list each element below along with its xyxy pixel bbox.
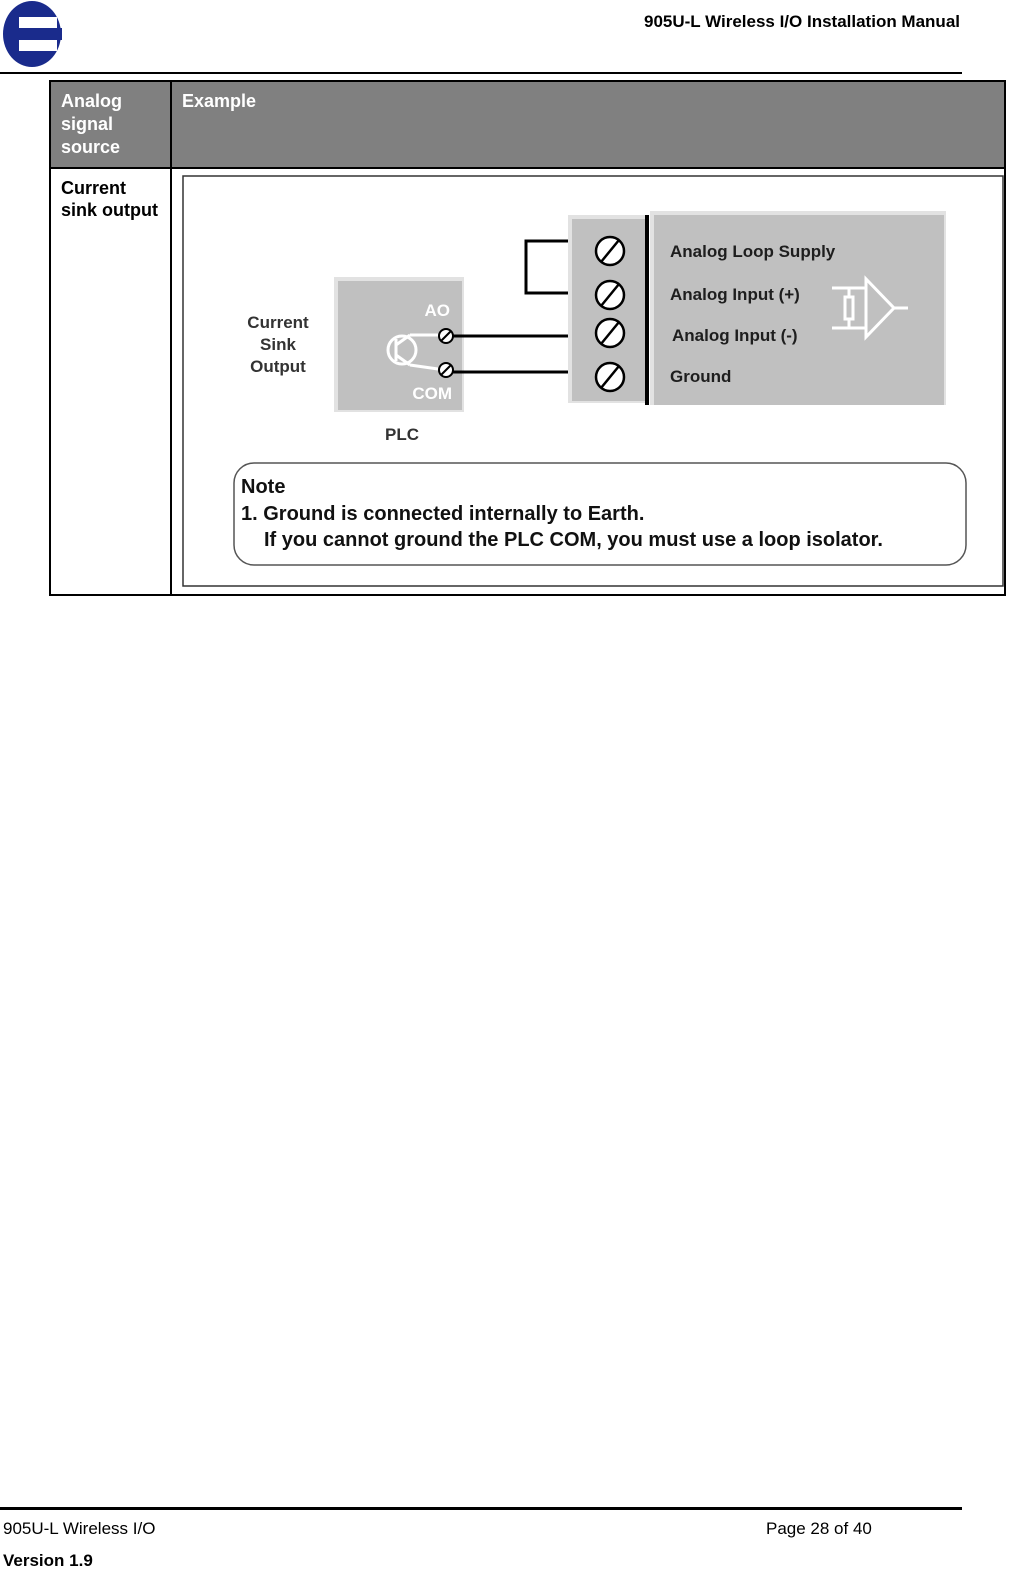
- footer-product-name: 905U-L Wireless I/O: [3, 1519, 156, 1538]
- plc-terminal-com-label: COM: [412, 384, 452, 403]
- footer-version: Version 1.9: [3, 1551, 93, 1570]
- plc-screw-icon: [439, 363, 453, 377]
- plc-label: PLC: [385, 425, 419, 444]
- terminal-screw-icon: [596, 281, 624, 309]
- note-line: If you cannot ground the PLC COM, you must use a loop isolator.: [264, 529, 883, 551]
- example-cell: [171, 168, 1005, 595]
- plc-output-label-line: Output: [250, 357, 306, 376]
- terminal-screw-icon: [596, 363, 624, 391]
- note-title: Note: [241, 476, 286, 498]
- plc-output-label-line: Current: [247, 313, 309, 332]
- module-terminal-label: Ground: [670, 367, 732, 386]
- signal-source-table: [49, 80, 1006, 596]
- terminal-screw-icon: [596, 319, 624, 347]
- header-title: 905U-L Wireless I/O Installation Manual: [643, 12, 960, 31]
- module-terminal-label: Analog Loop Supply: [670, 242, 836, 261]
- plc-screw-icon: [439, 329, 453, 343]
- footer-divider: [0, 1507, 962, 1510]
- note-line: 1. Ground is connected internally to Earth.: [241, 503, 645, 525]
- module-terminal-label: Analog Input (-): [672, 326, 798, 345]
- company-logo-icon: [2, 0, 62, 70]
- header-divider: [0, 72, 962, 74]
- column-header-example: Example: [171, 81, 1005, 168]
- signal-source-cell: Current sink output: [50, 168, 171, 595]
- column-header-source: Analog signal source: [50, 81, 171, 168]
- wiring-diagram: [182, 175, 1004, 587]
- plc-output-label-line: Sink: [260, 335, 296, 354]
- footer-page-number: Page 28 of 40: [766, 1519, 872, 1538]
- plc-terminal-ao-label: AO: [424, 301, 450, 320]
- terminal-screw-icon: [596, 237, 624, 265]
- table-row: [50, 168, 1005, 595]
- module-terminal-label: Analog Input (+): [670, 285, 800, 304]
- table-header-row: [50, 81, 1005, 168]
